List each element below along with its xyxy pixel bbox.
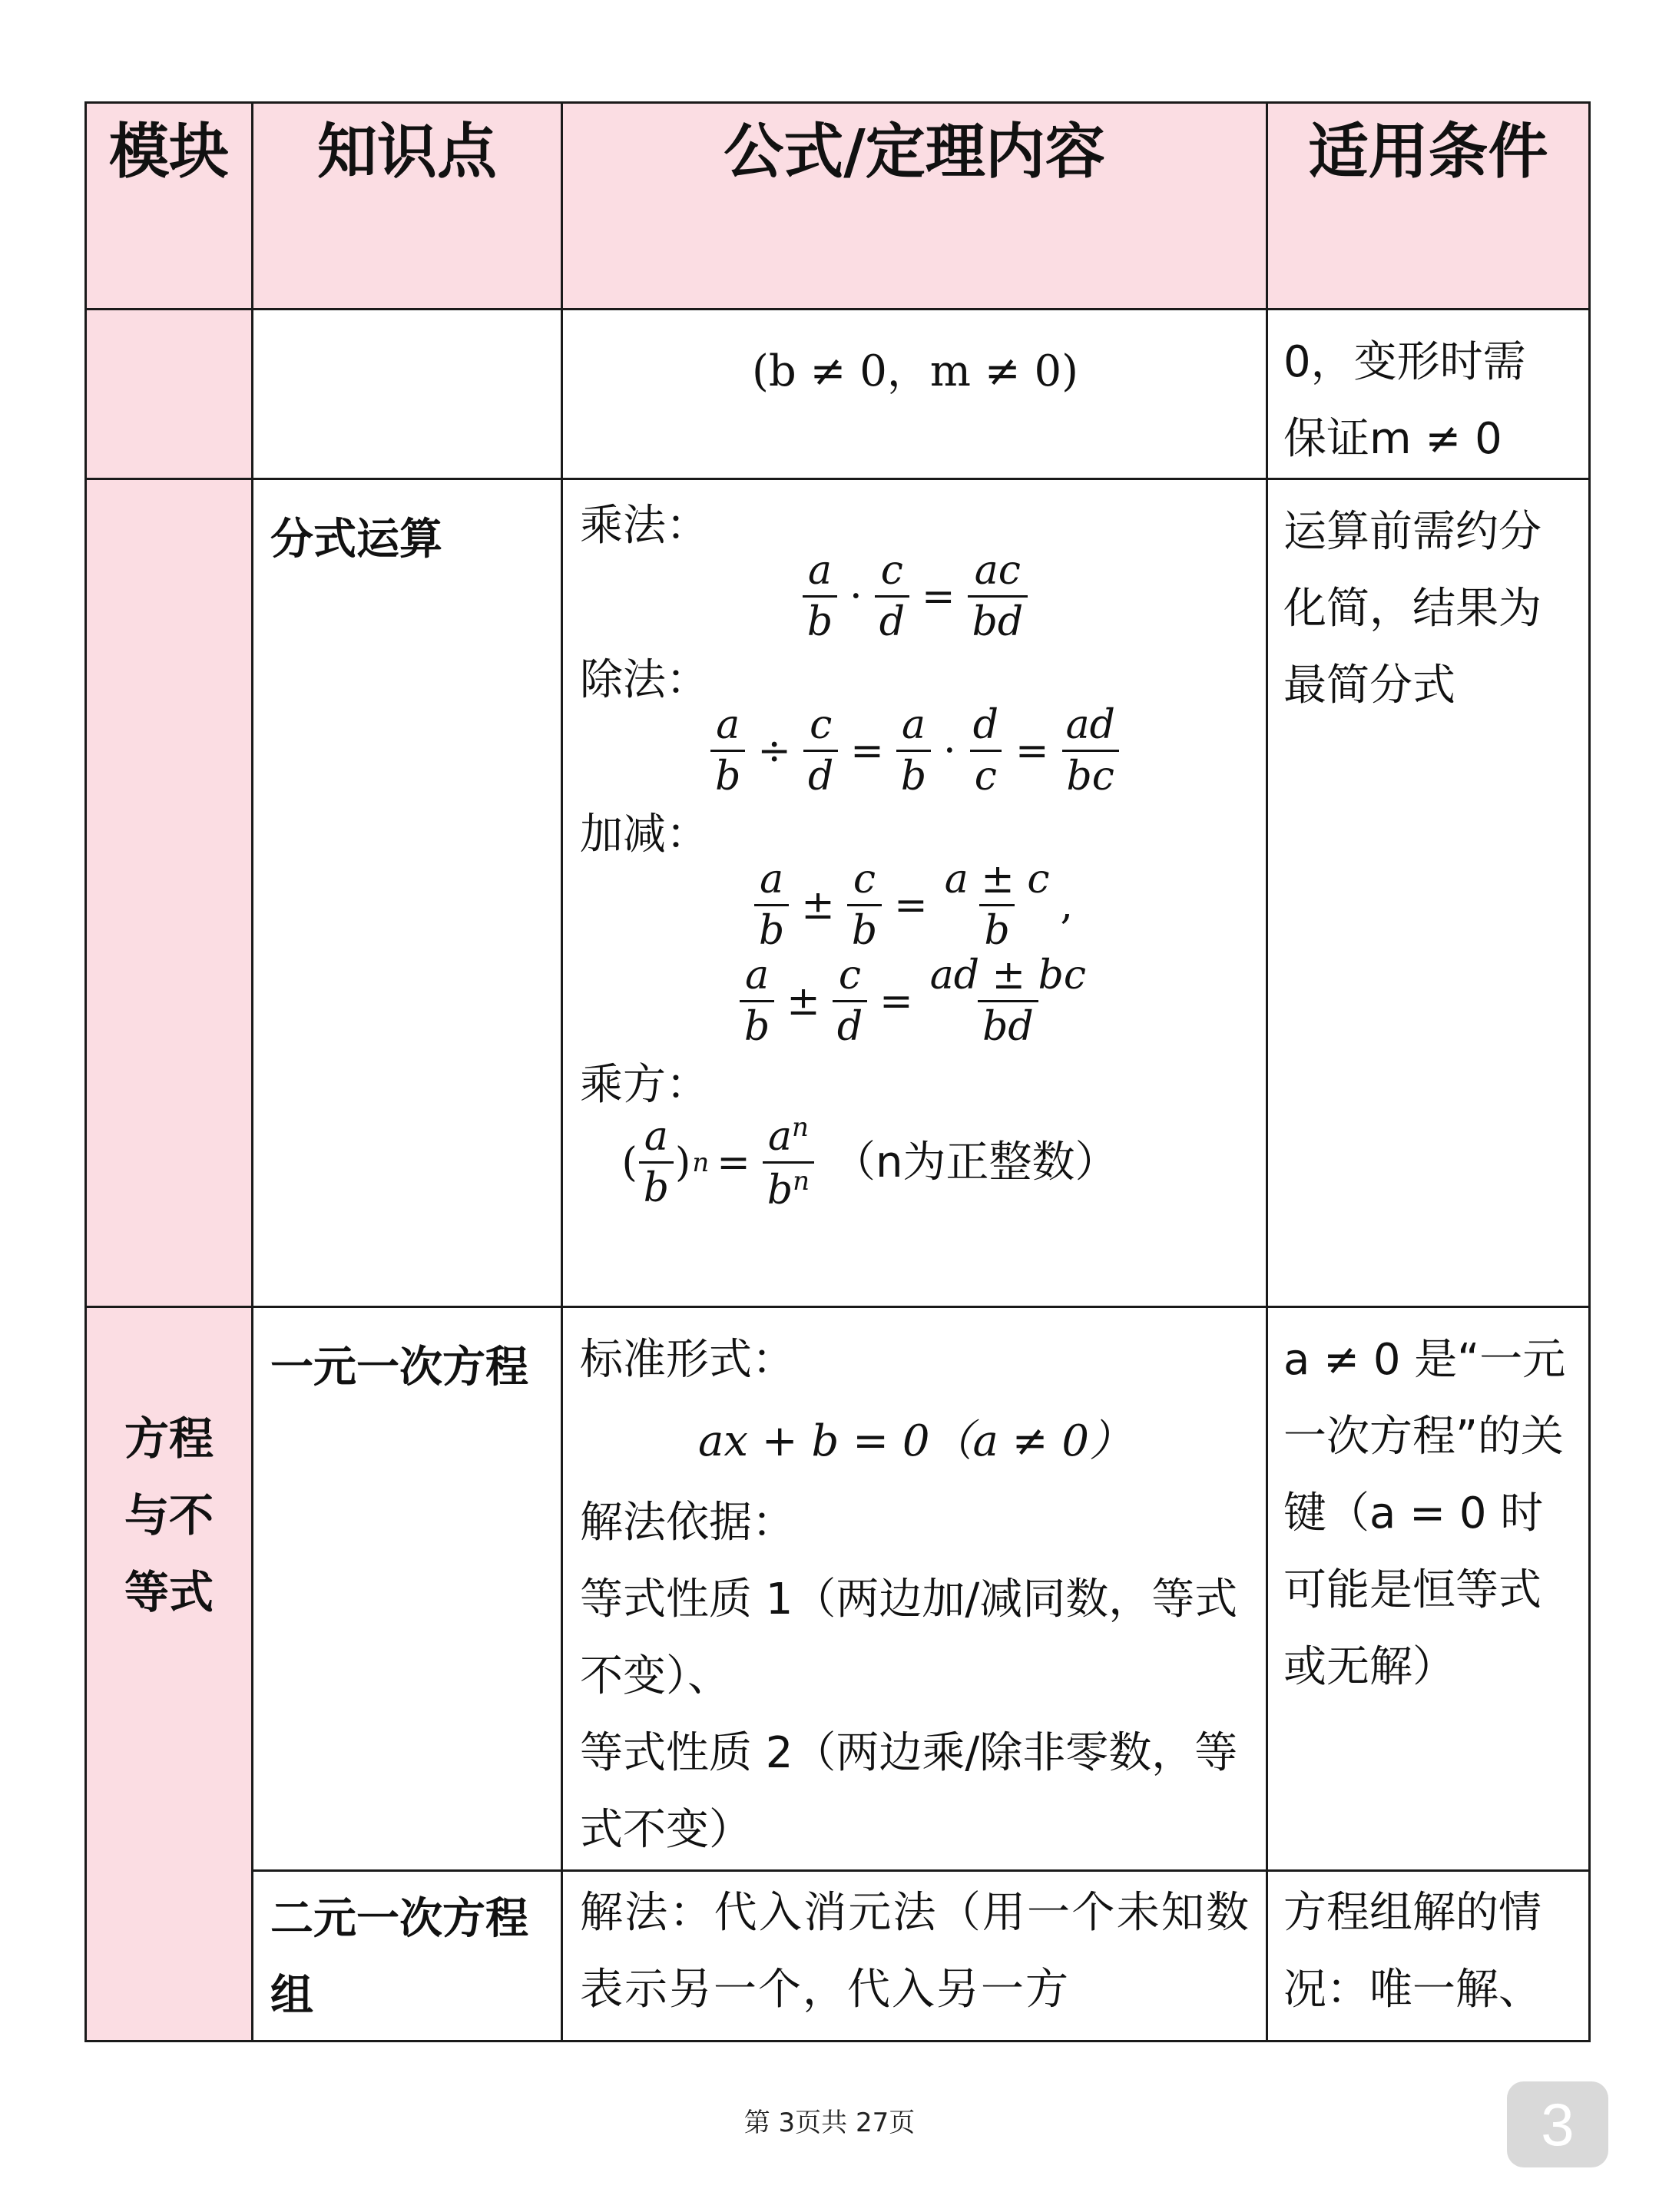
standard-equation: ax + b = 0（a ≠ 0） [697,1416,1133,1466]
condition-line-2: 保证m ≠ 0 [1283,414,1502,464]
formula-cell-continued [562,310,1267,479]
table-row-fraction [86,479,1590,1307]
addsub-label: 加减： [580,810,709,859]
formula-condition-text: (b ≠ 0，m ≠ 0) [752,346,1078,396]
formula-system: 解法：代入消元法（用一个未知数表示另一个，代入另一方 [562,1871,1267,2041]
formula-cell-linear [562,1307,1267,1871]
condition-line-1: 0，变形时需 [1283,337,1526,387]
knowledge-linear: 一元一次方程 [253,1307,562,1871]
knowledge-table [84,101,1591,2042]
table-row-continued [86,310,1590,479]
add-different-denominator-formula: a b ± $\frac{c}{d}$ = $\frac{ad \pm bc}{bd}$ [580,955,1250,1047]
module-line-1: 方程 [124,1412,214,1465]
module-line-3: 等式 [124,1566,214,1618]
condition-linear: a ≠ 0 是“一元一次方程”的关键（a = 0 时可能是恒等式或无解） [1267,1307,1590,1871]
add-same-denominator-formula: a b ± $\frac{c}{b}$ = $\frac{a \pm c}{b}$ , [580,859,1250,951]
divide-label: 除法： [580,655,709,705]
header-module: 模块 [86,103,253,310]
page-number-badge: 3 [1507,2081,1608,2167]
divide-formula: $\frac{a}{b}$ ÷ $\frac{c}{d}$ = $\frac{a}{b}$ · $\frac{d}{c}$ = $\frac{ad}{bc}$ [580,705,1250,796]
header-row [86,103,1590,310]
table-row-linear [86,1307,1590,1871]
module-cell-blank [86,479,253,1307]
table-row-system [86,1871,1590,2041]
header-knowledge: 知识点 [253,103,562,310]
power-label: 乘方： [580,1060,709,1110]
standard-label: 标准形式： [580,1335,795,1385]
knowledge-fraction: 分式运算 [253,479,562,1307]
condition-cell-continued [1267,310,1590,479]
module-line-2: 与不 [124,1489,214,1541]
power-formula: ( a b ) n = $\frac{a^n}{b^n}$ （n为正整数） [621,1112,1118,1214]
condition-system: 方程组解的情况：唯一解、 [1267,1871,1590,2041]
header-condition: 适用条件 [1267,103,1590,310]
module-equation-inequality [86,1307,253,2041]
property-2: 等式性质 2（两边乘/除非零数，等式不变） [580,1728,1238,1855]
property-1: 等式性质 1（两边加/减同数，等式不变）、 [580,1575,1238,1701]
condition-fraction: 运算前需约分化简，结果为最简分式 [1267,479,1590,1307]
module-cell-continued [86,310,253,479]
header-formula: 公式/定理内容 [562,103,1267,310]
formula-cell-fraction [562,479,1267,1307]
multiply-label: 乘法： [580,501,709,551]
page-footer: 第 3页共 27页 [743,2108,916,2138]
knowledge-cell-continued [253,310,562,479]
knowledge-system: 二元一次方程组 [253,1871,562,2041]
power-note: （n为正整数） [833,1137,1118,1187]
basis-label: 解法依据： [580,1498,795,1548]
multiply-formula: a b · $\frac{c}{d}$ = $\frac{ac}{bd}$ [580,551,1250,642]
